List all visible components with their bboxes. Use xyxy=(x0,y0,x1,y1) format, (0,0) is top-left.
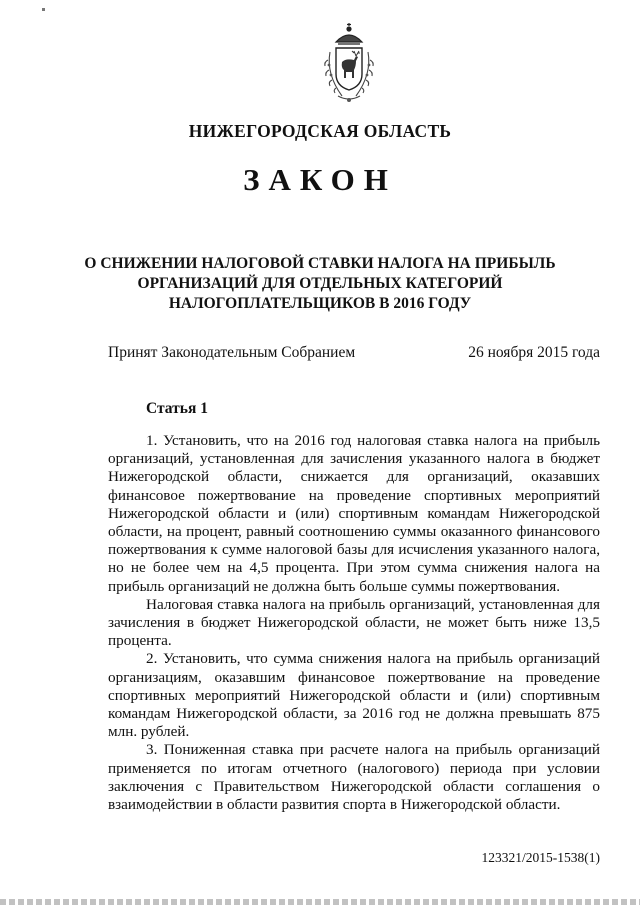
document-number: 123321/2015-1538(1) xyxy=(481,850,600,865)
law-title xyxy=(60,254,580,314)
adoption-label: Принят Законодательным Собранием xyxy=(108,344,356,361)
law-title-line: ОРГАНИЗАЦИЙ ДЛЯ ОТДЕЛЬНЫХ КАТЕГОРИЙ xyxy=(137,275,503,292)
paragraph: 2. Установить, что сумма снижения налога на прибыль организаций организациям, оказавшим финансовое пожертвование на проведение спортивных мероприятий Нижегородской области и (или) спортивным командам Нижегородской области, за 2016 год не должна превышать 875 млн. рублей. xyxy=(108,650,600,741)
paragraph: 3. Пониженная ставка при расчете налога на прибыль организаций применяется по итогам отчетного (налогового) периода при условии заключения с Правительством Нижегородской области соглашения о взаимодействии в области развития спорта в Нижегородской области. xyxy=(108,741,600,814)
document-type: ЗАКОН xyxy=(243,162,397,197)
coat-of-arms-icon xyxy=(316,22,382,106)
adoption-line xyxy=(108,344,600,362)
scan-mark xyxy=(42,8,45,11)
article-body xyxy=(108,432,600,814)
scan-edge xyxy=(0,899,640,905)
paragraph: 1. Установить, что на 2016 год налоговая ставка налога на прибыль организаций, установленная для зачисления указанного налога в бюджет Нижегородской области, снижается для организаций, оказавших финансовое пожертвование на проведение спортивных мероприятий Нижегородской области и (или) спортивным командам Нижегородской области, на процент, равный соотношению суммы оказанного финансового пожертвования к сумме налоговой базы для исчисления указанного налога, но не более чем на 4,5 процента. При этом сумма снижения налога на прибыль организаций не должна быть больше суммы пожертвования. xyxy=(108,432,600,595)
article-title: Статья 1 xyxy=(146,400,208,417)
paragraph: Налоговая ставка налога на прибыль организаций, установленная для зачисления в бюджет Нижегородской области, не может быть ниже 13,5 процента. xyxy=(108,595,600,650)
law-title-line: О СНИЖЕНИИ НАЛОГОВОЙ СТАВКИ НАЛОГА НА ПРИБЫЛЬ xyxy=(84,255,556,272)
law-title-line: НАЛОГОПЛАТЕЛЬЩИКОВ В 2016 ГОДУ xyxy=(168,295,472,312)
adoption-date: 26 ноября 2015 года xyxy=(468,344,600,361)
region-name: НИЖЕГОРОДСКАЯ ОБЛАСТЬ xyxy=(188,121,452,141)
